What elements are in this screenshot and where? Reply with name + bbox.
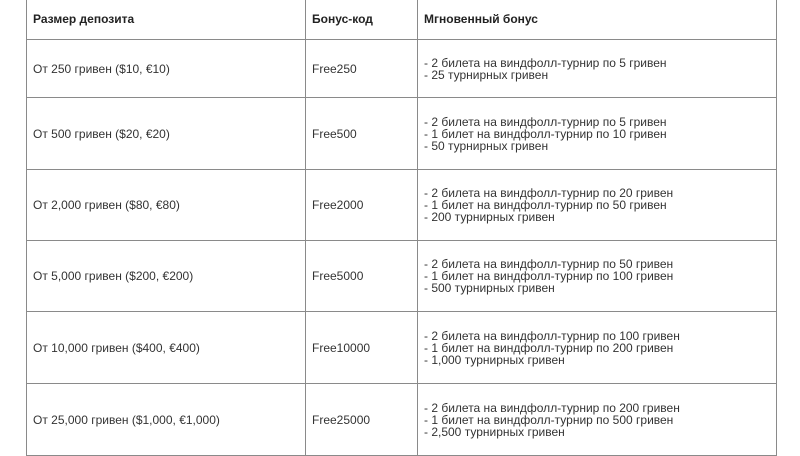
bonus-line: - 2 билета на виндфолл-турнир по 50 гривен — [424, 257, 674, 271]
header-code: Бонус-код — [306, 0, 418, 40]
deposit-cell: От 25,000 гривен ($1,000, €1,000) — [27, 384, 306, 456]
bonus-code-cell: Free10000 — [306, 312, 418, 384]
bonus-line: - 1 билет на виндфолл-турнир по 10 гривен — [424, 126, 667, 141]
table-row — [27, 170, 777, 241]
table-header — [27, 0, 777, 40]
bonus-cell — [418, 170, 777, 241]
bonus-code-cell: Free250 — [306, 40, 418, 98]
header-deposit: Размер депозита — [27, 0, 306, 40]
deposit-cell: От 250 гривен ($10, €10) — [27, 40, 306, 98]
bonus-line: - 2 билета на виндфолл-турнир по 200 гривен — [424, 400, 680, 415]
table-row — [27, 384, 777, 456]
bonus-line: - 25 турнирных гривен — [424, 67, 549, 82]
bonus-line: - 1 билет на виндфолл-турнир по 50 гривен — [424, 198, 667, 212]
bonus-line: - 2 билета на виндфолл-турнир по 20 гривен — [424, 186, 674, 200]
bonus-line: - 2 билета на виндфолл-турнир по 5 гривен — [424, 55, 667, 70]
bonus-line: - 1 билет на виндфолл-турнир по 200 гривен — [424, 340, 674, 355]
bonus-line: - 2,500 турнирных гривен — [424, 424, 565, 439]
bonus-code-cell: Free500 — [306, 98, 418, 170]
bonus-code-cell: Free5000 — [306, 241, 418, 312]
bonus-line: - 500 турнирных гривен — [424, 281, 555, 295]
bonus-line: - 2 билета на виндфолл-турнир по 100 гривен — [424, 328, 680, 343]
bonus-table — [26, 0, 777, 456]
bonus-line: - 2 билета на виндфолл-турнир по 5 гривен — [424, 114, 667, 129]
bonus-line: - 1,000 турнирных гривен — [424, 352, 565, 367]
table-row — [27, 312, 777, 384]
bonus-cell — [418, 312, 777, 384]
bonus-cell — [418, 241, 777, 312]
bonus-code-cell: Free2000 — [306, 170, 418, 241]
header-bonus: Мгновенный бонус — [418, 0, 777, 40]
bonus-line: - 50 турнирных гривен — [424, 138, 549, 153]
bonus-line: - 1 билет на виндфолл-турнир по 500 гривен — [424, 412, 674, 427]
bonus-cell — [418, 98, 777, 170]
bonus-line: - 200 турнирных гривен — [424, 210, 555, 224]
deposit-cell: От 2,000 гривен ($80, €80) — [27, 170, 306, 241]
table-row — [27, 241, 777, 312]
deposit-cell: От 500 гривен ($20, €20) — [27, 98, 306, 170]
deposit-cell: От 10,000 гривен ($400, €400) — [27, 312, 306, 384]
bonus-line: - 1 билет на виндфолл-турнир по 100 гривен — [424, 269, 674, 283]
table-row — [27, 98, 777, 170]
bonus-cell — [418, 40, 777, 98]
bonus-cell — [418, 384, 777, 456]
table-row — [27, 40, 777, 98]
deposit-cell: От 5,000 гривен ($200, €200) — [27, 241, 306, 312]
bonus-code-cell: Free25000 — [306, 384, 418, 456]
